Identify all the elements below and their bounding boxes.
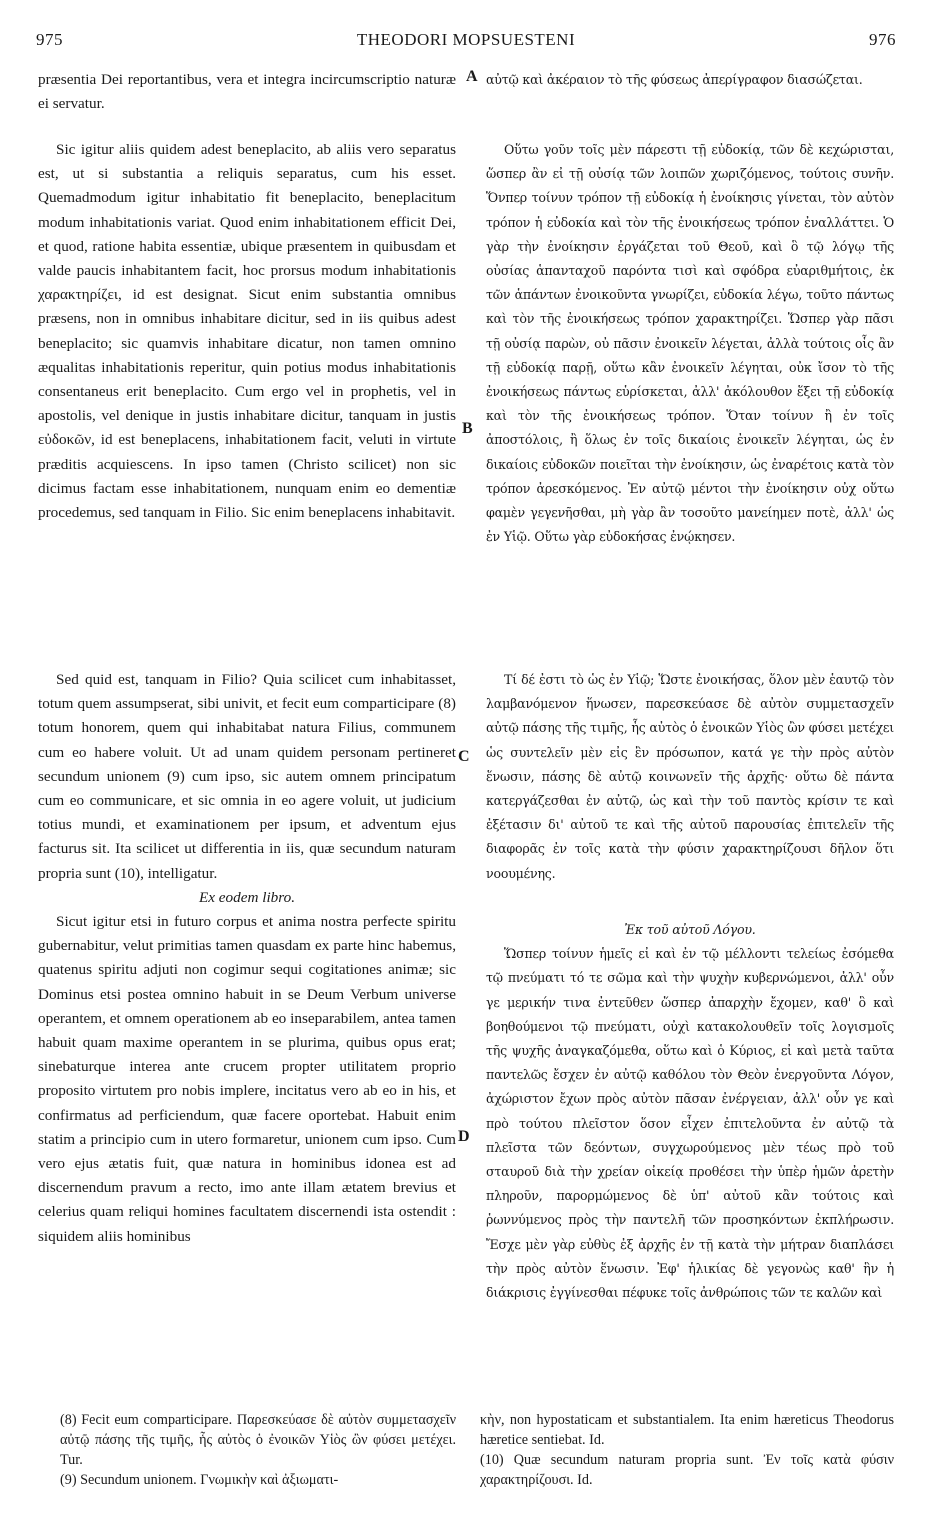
page-number-left: 975 <box>36 30 63 49</box>
greek-column-section-4 <box>486 918 894 1305</box>
latin-column-section-1 <box>38 68 456 116</box>
latin-column-section-2 <box>38 138 456 525</box>
greek-paragraph-3: Τί δέ ἐστι τὸ ὡς ἐν Υἱῷ; Ὥστε ἐνοικήσας, ὅλον μὲν ἑαυτῷ τὸν λαμβανόμενον ἥνωσεν, παρεσκεύασε δὲ αὐτὸν συμμετασχεῖν αὐτῷ πάσης τῆς τιμῆς, ἧς αὐτὸς ὁ ἐνοικῶν Υἱὸς ὢν φύσει μετέχει ὡς συντελεῖν μὲν εἰς ἓν πρόσωπον, κατά γε τὴν πρὸς αὐτὸν ἕνωσιν, πάσης δὲ αὐτῷ κοινωνεῖν τῆς ἀρχῆς· οὕτω δὲ πάντα κατεργάζεσθαι ἐν αὐτῷ, ὡς καὶ τὴν τοῦ παντὸς κρίσιν τε καὶ ἐξέτασιν δι' αὐτοῦ τε καὶ τῆς αὐτοῦ παρουσίας ἐπιτελεῖν τῆς διαφορᾶς ἐν τοῖς κατὰ τὴν φύσιν χαρακτηρίζουσι δῆλον ὅτι νοουμένης. <box>486 672 894 881</box>
margin-letter-a: A <box>466 68 478 85</box>
greek-paragraph-1: αὐτῷ καὶ ἀκέραιον τὸ τῆς φύσεως ἀπερίγραφον διασώζεται. <box>486 72 863 87</box>
greek-section-heading: Ἐκ τοῦ αὐτοῦ Λόγου. <box>624 922 756 937</box>
footnotes-right <box>480 1410 894 1490</box>
latin-column-section-3 <box>38 668 456 1249</box>
running-title: THEODORI MOPSUESTENI <box>356 30 576 49</box>
footnotes-left <box>60 1410 456 1490</box>
footnote-9: (9) Secundum unionem. Γνωμικὴν καὶ ἀξιωματι- <box>60 1472 339 1488</box>
page-number-right: 976 <box>869 30 896 49</box>
latin-paragraph-1: præsentia Dei reportantibus, vera et integra incircumscriptio naturæ ei servatur. <box>38 71 456 113</box>
greek-column-section-2 <box>486 138 894 549</box>
footnote-10: (10) Quæ secundum naturam propria sunt. Ἐν τοῖς κατὰ φύσιν χαρακτηρίζουσι. Id. <box>480 1452 894 1488</box>
greek-paragraph-4: Ὥσπερ τοίνυν ἡμεῖς εἰ καὶ ἐν τῷ μέλλοντι τελείως ἐσόμεθα τῷ πνεύματι τό τε σῶμα καὶ τὴν ψυχὴν κυβερνώμενοι, ἀλλ' οὖν γε μερικήν τινα ἐντεῦθεν ὥσπερ ἀπαρχὴν ἔχομεν, καθ' ὃ καὶ βοηθούμενοι τῷ πνεύματι, οὐχὶ κατακολουθεῖν τοῖς λογισμοῖς τῆς ψυχῆς ἀναγκαζόμεθα, οὕτω καὶ ὁ Κύριος, εἰ καὶ μετὰ ταῦτα παντελῶς ἔσχεν ἐν αὐτῷ καθόλου τὸν Θεὸν ἐνεργοῦντα Λόγον, ἀχώριστον ἔχων πρὸς αὐτὸν πᾶσαν ἐνέργειαν, ἀλλ' οὖν γε καὶ πρὸ τούτου πλεῖστον ὅσον εἶχεν ἐπιτελοῦντα ἐν αὐτῷ τὰ πλεῖστα τῶν δεόντων, συγχωρούμενος μὲν τέως πρὸ τοῦ σταυροῦ διὰ τὴν χρείαν οἰκείᾳ προθέσει τὴν ὑπὲρ ἡμῶν ἀρετὴν πληροῦν, παρορμώμενος δὲ ὑπ' αὐτοῦ κἂν τούτοις καὶ ῥωννύμενος πρὸς τὴν παντελῆ τῶν προσηκόντων ἐκπλήρωσιν. Ἔσχε μὲν γὰρ εὐθὺς ἐξ ἀρχῆς ἐν τῇ κατὰ τὴν μήτραν διαπλάσει τὴν πρὸς αὐτὸν ἕνωσιν. Ἐφ' ἡλικίας δὲ γεγονὼς καθ' ἣν ἡ διάκρισις ἐγγίνεσθαι πέφυκε τοῖς ἀνθρώποις τῶν τε καλῶν καὶ <box>486 946 894 1301</box>
margin-letter-d: D <box>458 1128 470 1145</box>
margin-letter-b: B <box>462 420 473 437</box>
latin-paragraph-2: Sic igitur aliis quidem adest beneplacito, ab aliis vero separatus est, ut si substantia a reliquis separatus, cum his esset. Quemadmodum igitur inhabitatio fit beneplacito, beneplacitum modum inhabitationis variat. Quod enim inhabitationem efficit Dei, et quod, ratione habita essentiæ, ubique præsentem in quibusdam et valde paucis inhabitantem facit, hoc prorsus modum inhabitationis χαρακτηρίζει, id est designat. Sicut enim substantia omnibus præsens, non in omnibus inhabitare dicitur, sed in iis quibus adest beneplacito; sic quamvis inhabitare dicatur, non tamen omnino æqualitas inhabitationis reperitur, quin potius modus inhabitationis consentaneus erit beneplacito. Cum ergo vel in prophetis, vel in apostolis, vel denique in justis inhabitare dicitur, tanquam in justis εὐδοκῶν, id est beneplacens, inhabitationem facit, veluti in virtute præditis acquiescens. In ipso tamen (Christo scilicet) non sic dicimus factam esse inhabitationem, nunquam enim eo dementiæ procedemus, sed tanquam in Filio. Sic enim beneplacens inhabitavit. <box>38 141 456 522</box>
greek-paragraph-2: Οὕτω γοῦν τοῖς μὲν πάρεστι τῇ εὐδοκίᾳ, τῶν δὲ κεχώρισται, ὥσπερ ἂν εἰ τῇ οὐσίᾳ τῶν λοιπῶν χωριζόμενος, τούτοις συνῆν. Ὅνπερ τοίνυν τρόπον τῇ εὐδοκίᾳ ἡ ἐνοίκησις γίνεται, τὸν αὐτὸν τρόπον ἡ εὐδοκία καὶ τὸν τῆς ἐνοικήσεως τρόπον ἐναλλάττει. Ὁ γὰρ τὴν ἐνοίκησιν ἐργάζεται τοῦ Θεοῦ, καὶ ὃ τῷ λόγῳ τῆς οὐσίας ἁπανταχοῦ παρόντα τισὶ καὶ σφόδρα εὐαριθμήτοις, ἐκ τῶν ἁπάντων ἐνοικοῦντα γνωρίζει, εὐδοκία λέγω, τοῦτο πάντως καὶ τὸν τῆς ἐνοικήσεως τρόπον χαρακτηρίζει. Ὥσπερ γὰρ πᾶσι τῇ οὐσίᾳ παρὼν, οὐ πᾶσιν ἐνοικεῖν λέγεται, ἀλλὰ τούτοις οἷς ἂν τῇ εὐδοκίᾳ παρῇ, οὕτω κἂν ἐνοικεῖν λέγηται, οὐκ ἴσον τὸ τῆς ἐνοικήσεως πάντως εὑρίσκεται, ἀλλ' ἀκόλουθον ἕξει τῇ εὐδοκίᾳ καὶ τὸν τῆς ἐνοικήσεως τρόπον. Ὅταν τοίνυν ἢ ἐν τοῖς ἀποστόλοις, ἢ ὅλως ἐν τοῖς δικαίοις ἐνοικεῖν λέγηται, ὡς ἐν δικαίοις εὐδοκῶν ποιεῖται τὴν ἐνοίκησιν, ὡς ἐναρέτοις κατὰ τὸν τρόπον ἀρεσκόμενος. Ἐν αὐτῷ μέντοι τὴν ἐνοίκησιν οὐχ οὕτω φαμὲν γεγενῆσθαι, μὴ γὰρ ἂν τοσοῦτο μανείημεν ποτὲ, ἀλλ' ὡς ἐν Υἱῷ. Οὕτω γὰρ εὐδοκήσας ἐνῴκησεν. <box>486 142 894 545</box>
greek-column-section-1 <box>486 68 894 92</box>
latin-paragraph-4: Sicut igitur etsi in futuro corpus et anima nostra perfecte spiritu gubernabitur, velut primitias tamen quasdam ex parte hinc habemus, quatenus spiritu adjuti non cogimur sequi cogitationes animæ; sic Dominus etsi postea omnino habuit in se Deum Verbum universe operantem, et omnem operationem ab eo inseparabilem, antea tamen habuit quam maxime operantem in se plurima, quibus opus erat; sinebaturque interea ante crucem propter utilitatem proprio proposito virtutem pro nobis implere, incitatus vero ab eo in his, et confirmatus ad perficiendum, quæ facere oportebat. Habuit enim statim a principio cum in utero formaretur, unionem cum ipso. Cum vero ejus ætatis fuit, quæ natura in hominibus idonea est ad discernendum pravum a recto, imo ante illam ætatem brevius et celerius quam reliqui homines facultatem discernendi ista ostendit : siquidem aliis hominibus <box>38 913 456 1245</box>
footnote-8: (8) Fecit eum comparticipare. Παρεσκεύασε δὲ αὐτὸν συμμετασχεῖν αὐτῷ πάσης τῆς τιμῆς, ἧς αὐτὸς ὁ ἐνοικῶν Υἱὸς ὢν φύσει μετέχει. Tur. <box>60 1412 456 1468</box>
page-header <box>36 30 896 60</box>
latin-section-heading: Ex eodem libro. <box>198 888 296 906</box>
latin-paragraph-3: Sed quid est, tanquam in Filio? Quia scilicet cum inhabitasset, totum quem assumpserat, sibi univit, et fecit eum comparticipare (8) totum honorem, quem qui inhabitabat natura Filius, communem cum eo habere voluit. Ut ad unam quidem personam pertineret secundum unionem (9) cum ipso, sic autem omnem principatum cum eo communicare, et sic omnia in eo agere voluit, ut judicium totius mundi, et examinationem per ipsum, et adventum ejus facturus sit. Ita scilicet ut differentia in iis, quæ secundum naturam propria sunt (10), intelligatur. <box>38 671 456 882</box>
margin-letter-c: C <box>458 748 470 765</box>
greek-column-section-3 <box>486 668 894 886</box>
footnote-9-continued: κὴν, non hypostaticam et substantialem. Ita enim hæreticus Theodorus hæretice sentiebat. Id. <box>480 1412 894 1448</box>
